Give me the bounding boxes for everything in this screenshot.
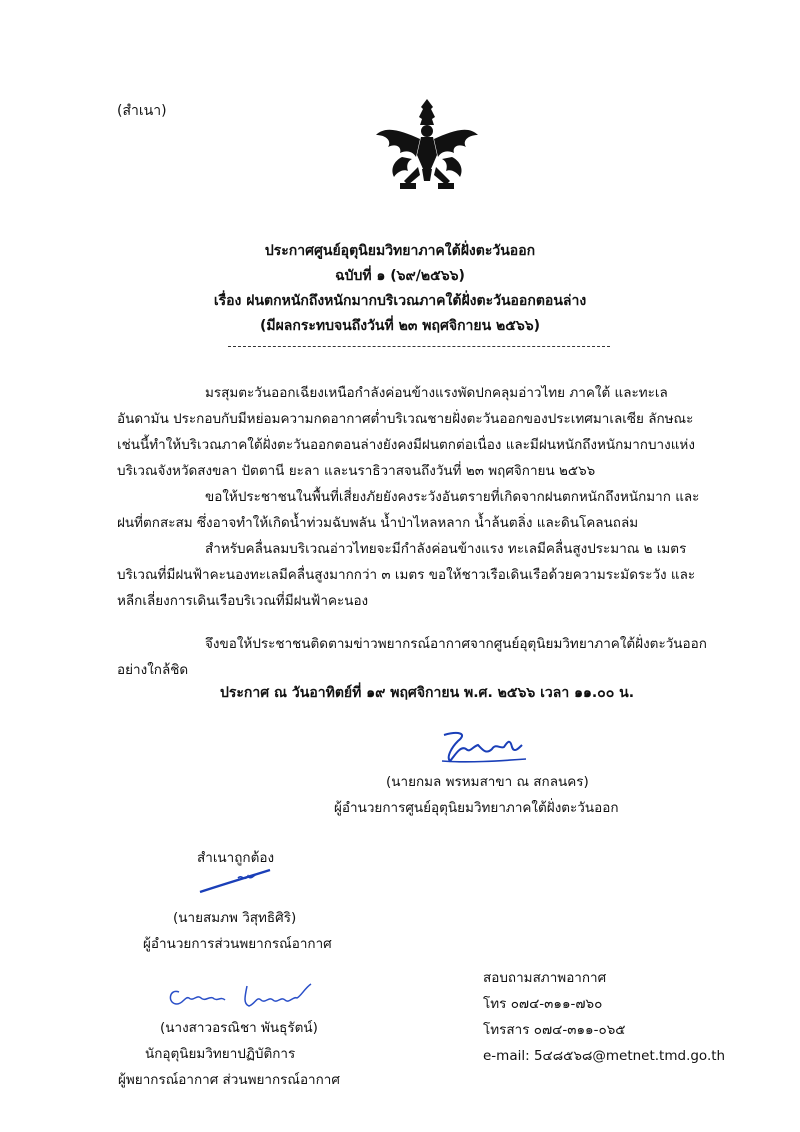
announcement-subject: เรื่อง ฝนตกหนักถึงหนักมากบริเวณภาคใต้ฝั่งตะวันออกตอนล่าง — [213, 293, 587, 309]
certified-copy-label: สำเนาถูกต้อง — [197, 850, 275, 866]
forecaster-name: (นางสาวอรณิชา พันธุรัตน์) — [160, 1020, 318, 1036]
contact-inquiry: สอบถามสภาพอากาศ — [483, 970, 607, 986]
garuda-emblem-icon — [372, 95, 482, 195]
body-line: เช่นนี้ทำให้บริเวณภาคใต้ฝั่งตะวันออกตอนล่างยังคงมีฝนตกต่อเนื่อง และมีฝนหนักถึงหนักมากบางแห่ง — [117, 437, 695, 453]
body-line: ฝนที่ตกสะสม ซึ่งอาจทำให้เกิดน้ำท่วมฉับพลัน น้ำป่าไหลหลาก น้ำล้นตลิ่ง และดินโคลนถล่ม — [117, 515, 639, 531]
body-line: อันดามัน ประกอบกับมีหย่อมความกดอากาศต่ำบริเวณชายฝั่งตะวันออกของประเทศมาเลเซีย ลักษณะ — [117, 411, 694, 427]
body-line: บริเวณจังหวัดสงขลา ปัตตานี ยะลา และนราธิวาสจนถึงวันที่ ๒๓ พฤศจิกายน ๒๕๖๖ — [117, 463, 596, 479]
signatory-position: ผู้อำนวยการศูนย์อุตุนิยมวิทยาภาคใต้ฝั่งตะวันออก — [334, 800, 619, 816]
body-line: มรสุมตะวันออกเฉียงเหนือกำลังค่อนข้างแรงพัดปกคลุมอ่าวไทย ภาคใต้ และทะเล — [205, 385, 668, 401]
forecaster-department: ผู้พยากรณ์อากาศ ส่วนพยากรณ์อากาศ — [118, 1072, 340, 1088]
certifier-name: (นายสมภพ วิสุทธิศิริ) — [173, 910, 297, 926]
body-line: บริเวณที่มีฝนฟ้าคะนองทะเลมีคลื่นสูงมากกว่า ๓ เมตร ขอให้ชาวเรือเดินเรือด้วยความระมัดระวัง และ — [117, 567, 696, 583]
body-line: อย่างใกล้ชิด — [117, 662, 189, 678]
announcement-effective-date: (มีผลกระทบจนถึงวันที่ ๒๓ พฤศจิกายน ๒๕๖๖) — [259, 318, 541, 334]
body-line: จึงขอให้ประชาชนติดตามข่าวพยากรณ์อากาศจากศูนย์อุตุนิยมวิทยาภาคใต้ฝั่งตะวันออก — [205, 636, 707, 652]
director-signature — [438, 727, 528, 767]
body-line: สำหรับคลื่นลมบริเวณอ่าวไทยจะมีกำลังค่อนข้างแรง ทะเลมีคลื่นสูงประมาณ ๒ เมตร — [205, 541, 687, 557]
body-line: หลีกเลี่ยงการเดินเรือบริเวณที่มีฝนฟ้าคะนอง — [117, 593, 369, 609]
contact-fax: โทรสาร ๐๗๔-๓๑๑-๐๖๕ — [483, 1022, 626, 1038]
certifier-signature — [198, 866, 273, 896]
announcement-issue-number: ฉบับที่ ๑ (๖๙/๒๕๖๖) — [335, 268, 465, 284]
certifier-position: ผู้อำนวยการส่วนพยากรณ์อากาศ — [143, 936, 332, 952]
signatory-name: (นายกมล พรหมสาขา ณ สกลนคร) — [386, 774, 589, 790]
forecaster-position: นักอุตุนิยมวิทยาปฏิบัติการ — [145, 1046, 296, 1062]
forecaster-signature — [165, 978, 320, 1013]
body-line: ขอให้ประชาชนในพื้นที่เสี่ยงภัยยังคงระวังอันตรายที่เกิดจากฝนตกหนักถึงหนักมาก และ — [205, 489, 700, 505]
contact-phone: โทร ๐๗๔-๓๑๑-๗๖๐ — [483, 996, 603, 1012]
copy-mark: (สำเนา) — [117, 103, 167, 119]
announcement-date: ประกาศ ณ วันอาทิตย์ที่ ๑๙ พฤศจิกายน พ.ศ. ๒๕๖๖ เวลา ๑๑.๐๐ น. — [220, 685, 635, 701]
divider — [228, 346, 610, 347]
announcement-issuer: ประกาศศูนย์อุตุนิยมวิทยาภาคใต้ฝั่งตะวันออก — [264, 243, 536, 259]
contact-email[interactable]: e-mail: 5๔๘๕๖๘@metnet.tmd.go.th — [483, 1048, 726, 1064]
